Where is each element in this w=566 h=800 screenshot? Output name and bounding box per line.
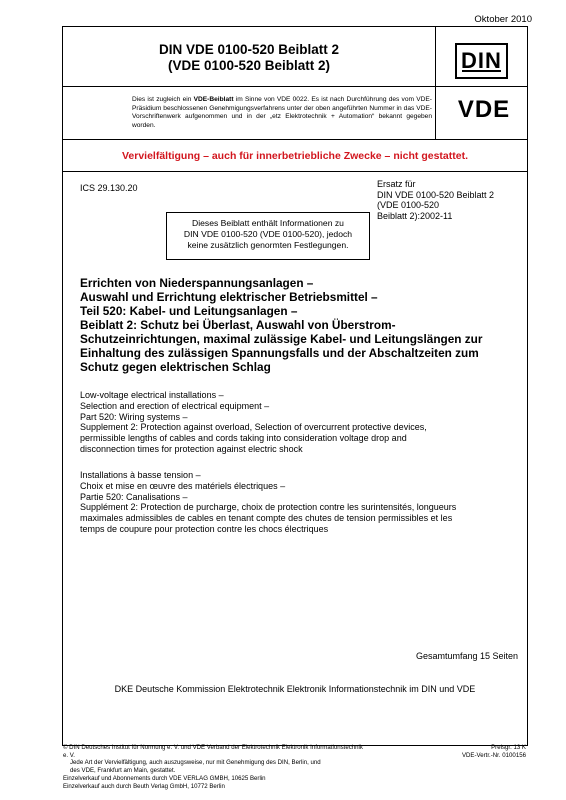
title-de-line: Einhaltung des zulässigen Spannungsfalls und der Abschaltzeiten zum — [80, 346, 479, 360]
title-french — [80, 470, 520, 535]
footer-line: Jede Art der Vervielfältigung, auch auszugsweise, nur mit Genehmigung des DIN, Berlin, und — [70, 759, 321, 767]
footer-price — [462, 744, 526, 759]
title-fr-line: maximales admissibles de cables en tenant compte des chutes de tension permissibles et les — [80, 513, 453, 524]
replaces-line: Beiblatt 2):2002-11 — [377, 210, 453, 221]
din-logo-bar — [462, 70, 501, 72]
note-bold: VDE-Beiblatt — [193, 96, 234, 103]
din-logo-text: DIN — [461, 48, 502, 73]
title-en-line: disconnection times for protection against electric shock — [80, 443, 303, 454]
divider-note — [63, 139, 527, 140]
divider-title — [63, 86, 527, 87]
din-logo — [455, 43, 508, 79]
info-line: keine zusätzlich genormten Festlegungen. — [187, 240, 349, 250]
info-line: Dieses Beiblatt enthält Informationen zu — [192, 218, 344, 228]
title-en-line: Low-voltage electrical installations – — [80, 390, 224, 400]
copy-warning: Vervielfältigung – auch für innerbetriebliche Zwecke – nicht gestattet. — [121, 150, 468, 162]
title-fr-line: Partie 520: Canalisations – — [80, 491, 188, 502]
total-pages: Gesamtumfang 15 Seiten — [415, 651, 518, 661]
vde-logo: VDE — [457, 96, 511, 123]
dke-line: DKE Deutsche Kommission Elektrotechnik Elektronik Informationstechnik im DIN und VDE — [114, 684, 476, 694]
replaces-line: (VDE 0100-520 — [377, 200, 440, 211]
title-english — [80, 390, 520, 455]
title-en-line: Part 520: Wiring systems – — [80, 411, 188, 422]
title-de-line: Auswahl und Errichtung elektrischer Betriebsmittel – — [80, 290, 378, 304]
replaces-block — [377, 179, 517, 221]
title-de-line: Schutz gegen elektrischen Schlag — [80, 360, 271, 374]
info-line: DIN VDE 0100-520 (VDE 0100-520), jedoch — [183, 229, 353, 239]
title-german — [80, 276, 520, 374]
ics-code: ICS 29.130.20 — [80, 183, 138, 193]
document-number-line: (VDE 0100-520 Beiblatt 2) — [167, 58, 331, 73]
document-number-line: DIN VDE 0100-520 Beiblatt 2 — [158, 42, 340, 57]
title-de-line: Teil 520: Kabel- und Leitungsanlagen – — [80, 304, 298, 318]
title-de-line: Errichten von Niederspannungsanlagen – — [80, 276, 314, 290]
footer-line: des VDE, Frankfurt am Main, gestattet. — [70, 767, 176, 775]
issue-date: Oktober 2010 — [474, 14, 532, 25]
title-en-line: Supplement 2: Protection against overload, Selection of overcurrent protective devices, — [80, 422, 427, 433]
replaces-line: DIN VDE 0100-520 Beiblatt 2 — [377, 189, 495, 200]
header-frame — [62, 26, 528, 746]
footer-copyright — [63, 744, 363, 790]
title-en-line: permissible lengths of cables and cords taking into consideration voltage drop and — [80, 433, 407, 444]
title-fr-line: temps de coupure pour protection contre les chocs électriques — [80, 523, 329, 534]
info-box — [166, 212, 370, 260]
title-fr-line: Choix et mise en œuvre des matériels électriques – — [80, 480, 286, 491]
footer-line: Einzelverkauf und Abonnements durch VDE VERLAG GMBH, 10625 Berlin — [63, 774, 266, 782]
title-fr-line: Supplément 2: Protection de purcharge, choix de protection contre les surintensités, longueurs — [80, 502, 457, 513]
price-group: Preisgr. 13 K — [491, 744, 526, 751]
note-suffix: im Sinne von VDE 0022. Es ist nach Durchführung des vom VDE-Präsidium beschlossenen Genehmigungsverfahrens unter der oben angeführten Nummer in das VDE-Vorschriftenwerk aufgenommen und in der „etz Elektrotechnik + Automation“ bekannt gegeben worden. — [132, 96, 432, 129]
title-fr-line: Installations à basse tension – — [80, 470, 201, 480]
replaces-line: Ersatz für — [377, 179, 416, 189]
note-prefix: Dies ist zugleich ein — [132, 96, 192, 103]
divider-warning — [63, 171, 527, 172]
title-de-line: Beiblatt 2: Schutz bei Überlast, Auswahl von Überstrom- — [80, 318, 396, 332]
document-number — [62, 42, 436, 74]
vde-note — [132, 96, 432, 130]
title-en-line: Selection and erection of electrical equipment – — [80, 400, 270, 411]
title-de-line: Schutzeinrichtungen, maximal zulässige Kabel- und Leitungslängen zur — [80, 332, 483, 346]
vde-order-number: VDE-Vertr.-Nr. 0100156 — [461, 751, 526, 759]
footer-line: © DIN Deutsches Institut für Normung e. V. und VDE Verband der Elektrotechnik Elektronik Informationstechnik e. V. — [63, 744, 363, 759]
footer-line: Einzelverkauf auch durch Beuth Verlag GmbH, 10772 Berlin — [63, 782, 225, 790]
